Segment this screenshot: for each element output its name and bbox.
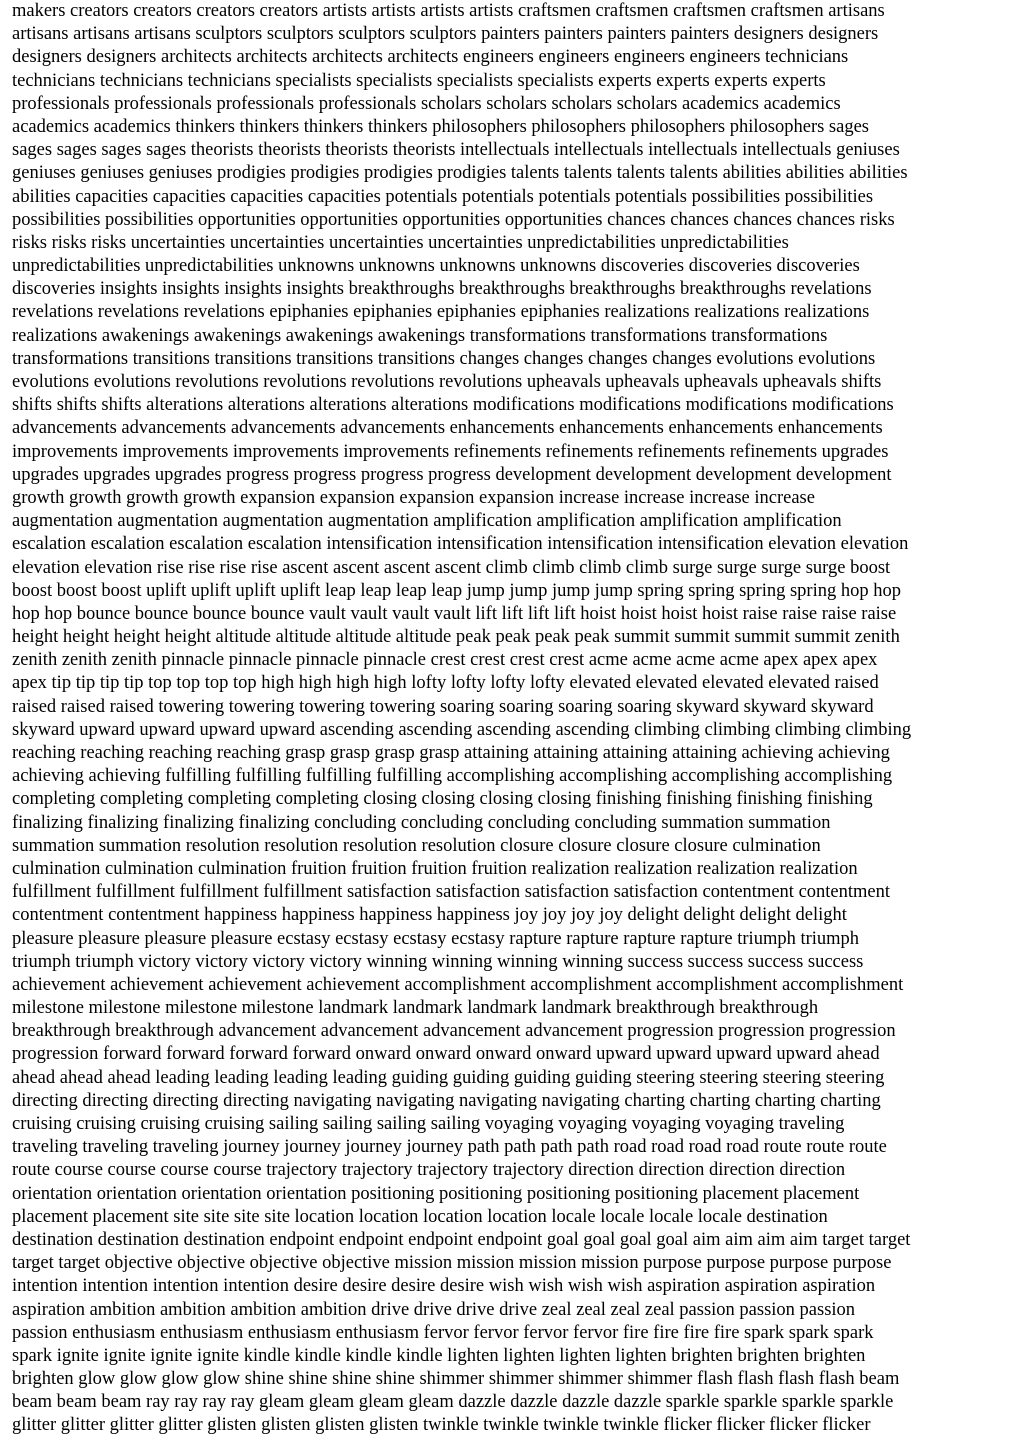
text-line: boost boost boost uplift uplift uplift uplift leap leap leap leap jump jump jump jump spring spring spring spring hop hop [12, 580, 901, 601]
text-line: achievement achievement achievement achievement accomplishment accomplishment accomplishment accomplishment [12, 974, 904, 995]
text-line: elevation elevation rise rise rise rise ascent ascent ascent ascent climb climb climb climb surge surge surge surge boost [12, 557, 891, 578]
text-line: possibilities possibilities opportunities opportunities opportunities opportunities chances chances chances chances risks [12, 209, 895, 230]
text-line: glitter glitter glitter glitter glisten glisten glisten glisten twinkle twinkle twinkle twinkle flicker flicker flicker flicker [12, 1415, 871, 1436]
text-line: zenith zenith zenith pinnacle pinnacle pinnacle pinnacle crest crest crest crest acme acme acme acme apex apex apex [12, 650, 878, 671]
text-line: target target objective objective objective objective mission mission mission mission purpose purpose purpose purpose [12, 1253, 892, 1274]
text-line: passion enthusiasm enthusiasm enthusiasm enthusiasm fervor fervor fervor fervor fire fire fire fire spark spark spark [12, 1322, 874, 1343]
text-line: escalation escalation escalation escalation intensification intensification intensification intensification elevation elevation [12, 534, 909, 555]
text-line: completing completing completing completing closing closing closing closing finishing finishing finishing finishing [12, 789, 873, 810]
text-line: orientation orientation orientation orientation positioning positioning positioning positioning placement placement [12, 1183, 860, 1204]
text-line: beam beam beam ray ray ray ray gleam gleam gleam gleam dazzle dazzle dazzle dazzle sparkle sparkle sparkle sparkle [12, 1392, 894, 1413]
document-page [12, 0, 1016, 1446]
text-line: skyward upward upward upward upward ascending ascending ascending ascending climbing climbing climbing climbing [12, 719, 912, 740]
text-line: summation summation resolution resolution resolution resolution closure closure closure closure culmination [12, 835, 821, 856]
text-line: fulfillment fulfillment fulfillment fulfillment satisfaction satisfaction satisfaction satisfaction contentment contentment [12, 882, 891, 903]
text-line: realizations awakenings awakenings awakenings awakenings transformations transformations transformations [12, 325, 828, 346]
text-line: transformations transitions transitions transitions transitions changes changes changes changes evolutions evolutions [12, 348, 876, 369]
text-line: growth growth growth growth expansion expansion expansion expansion increase increase increase increase [12, 487, 815, 508]
text-line: aspiration ambition ambition ambition ambition drive drive drive drive zeal zeal zeal zeal passion passion passion [12, 1299, 856, 1320]
text-line: directing directing directing directing navigating navigating navigating navigating charting charting charting charting [12, 1090, 881, 1111]
text-line: progression forward forward forward forward onward onward onward onward upward upward upward upward ahead [12, 1044, 880, 1065]
body-text [12, 0, 1016, 1438]
text-line: sages sages sages sages theorists theorists theorists theorists intellectuals intellectuals intellectuals intellectuals geniuses [12, 140, 900, 161]
text-line: finalizing finalizing finalizing finalizing concluding concluding concluding concluding summation summation [12, 812, 831, 833]
text-line: triumph triumph victory victory victory victory winning winning winning winning success success success success [12, 951, 864, 972]
text-line: improvements improvements improvements improvements refinements refinements refinements refinements upgrades [12, 441, 889, 462]
text-line: culmination culmination culmination fruition fruition fruition fruition realization realization realization realization [12, 858, 858, 879]
text-line: augmentation augmentation augmentation augmentation amplification amplification amplification amplification [12, 511, 842, 532]
text-line: milestone milestone milestone milestone landmark landmark landmark landmark breakthrough breakthrough [12, 998, 819, 1019]
text-line: placement placement site site site site location location location location locale locale locale locale destination [12, 1206, 828, 1227]
text-line: abilities capacities capacities capacities capacities potentials potentials potentials potentials possibilities possibilities [12, 186, 874, 207]
text-line: spark ignite ignite ignite ignite kindle kindle kindle kindle lighten lighten lighten lighten brighten brighten brighten [12, 1345, 866, 1366]
text-line: raised raised raised towering towering towering towering soaring soaring soaring soaring skyward skyward skyward [12, 696, 874, 717]
text-line: breakthrough breakthrough advancement advancement advancement advancement progression progression progression [12, 1021, 896, 1042]
text-line: apex tip tip tip tip top top top top high high high high lofty lofty lofty lofty elevated elevated elevated elevated raised [12, 673, 879, 694]
text-line: academics academics thinkers thinkers thinkers thinkers philosophers philosophers philosophers philosophers sages [12, 116, 869, 137]
text-line: professionals professionals professionals professionals scholars scholars scholars scholars academics academics [12, 93, 841, 114]
text-line: technicians technicians technicians specialists specialists specialists specialists experts experts experts experts [12, 70, 826, 91]
text-line: upgrades upgrades upgrades progress progress progress progress development development development development [12, 464, 892, 485]
text-line: cruising cruising cruising cruising sailing sailing sailing sailing voyaging voyaging voyaging voyaging traveling [12, 1114, 845, 1134]
text-line: traveling traveling traveling journey journey journey journey path path path path road road road road route route route [12, 1137, 887, 1158]
text-line: discoveries insights insights insights insights breakthroughs breakthroughs breakthroughs breakthroughs revelations [12, 279, 872, 300]
text-line: height height height height altitude altitude altitude altitude peak peak peak peak summit summit summit summit zenith [12, 627, 900, 648]
text-line: pleasure pleasure pleasure pleasure ecstasy ecstasy ecstasy ecstasy rapture rapture rapture rapture triumph triumph [12, 928, 860, 949]
text-line: route course course course course trajectory trajectory trajectory trajectory direction direction direction direction [12, 1160, 846, 1181]
text-line: achieving achieving fulfilling fulfilling fulfilling fulfilling accomplishing accomplishing accomplishing accomplishing [12, 766, 893, 787]
text-line: makers creators creators creators creators artists artists artists artists craftsmen craftsmen craftsmen craftsmen artisans [12, 1, 885, 21]
text-line: shifts shifts shifts alterations alterations alterations alterations modifications modifications modifications modifications [12, 395, 894, 416]
text-line: destination destination destination endpoint endpoint endpoint endpoint goal goal goal goal aim aim aim aim target target [12, 1229, 911, 1250]
text-line: geniuses geniuses geniuses prodigies prodigies prodigies prodigies talents talents talents talents abilities abilities abilities [12, 163, 908, 184]
text-line: unpredictabilities unpredictabilities unknowns unknowns unknowns unknowns discoveries discoveries discoveries [12, 256, 860, 277]
text-line: intention intention intention intention desire desire desire desire wish wish wish wish aspiration aspiration aspiration [12, 1276, 876, 1297]
text-line: designers designers architects architects architects architects engineers engineers engineers engineers technicians [12, 47, 849, 68]
text-line: advancements advancements advancements advancements enhancements enhancements enhancements enhancements [12, 418, 883, 439]
text-line: evolutions evolutions revolutions revolutions revolutions revolutions upheavals upheavals upheavals upheavals shifts [12, 372, 882, 392]
text-line: risks risks risks uncertainties uncertainties uncertainties uncertainties unpredictabilities unpredictabilities [12, 232, 789, 253]
text-line: contentment contentment happiness happiness happiness happiness joy joy joy joy delight delight delight delight [12, 905, 847, 926]
text-line: ahead ahead ahead leading leading leading leading guiding guiding guiding guiding steering steering steering steering [12, 1067, 885, 1088]
text-line: revelations revelations revelations epiphanies epiphanies epiphanies epiphanies realizations realizations realizations [12, 302, 870, 323]
text-line: reaching reaching reaching reaching grasp grasp grasp grasp attaining attaining attaining attaining achieving achieving [12, 743, 890, 763]
text-line: hop hop bounce bounce bounce bounce vault vault vault vault lift lift lift lift hoist hoist hoist hoist raise raise raise raise [12, 603, 897, 624]
text-line: artisans artisans artisans sculptors sculptors sculptors sculptors painters painters painters painters designers designers [12, 24, 879, 45]
text-line: brighten glow glow glow glow shine shine shine shine shimmer shimmer shimmer shimmer flash flash flash flash beam [12, 1369, 900, 1390]
